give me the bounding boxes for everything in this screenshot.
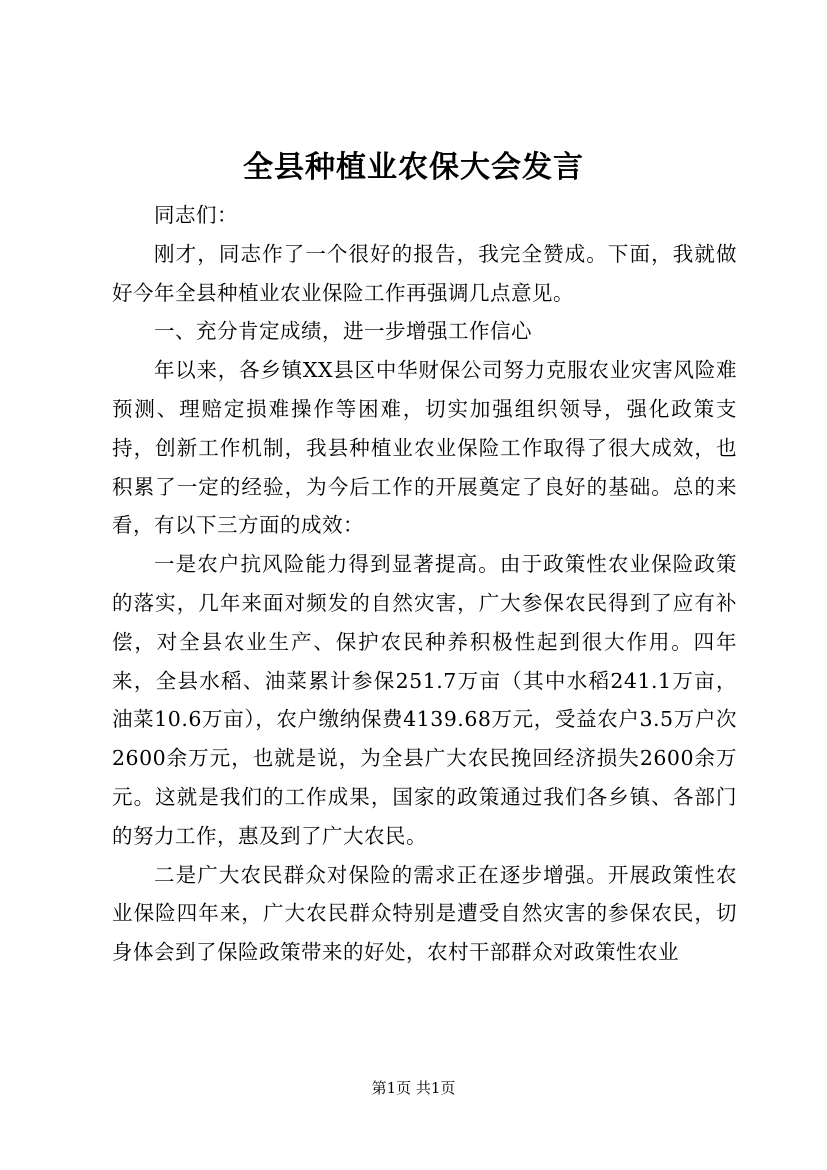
point-one-paragraph: 一是农户抗风险能力得到显著提高。由于政策性农业保险政策的落实，几年来面对频发的自然灾害，广大参保农民得到了应有补偿，对全县农业生产、保护农民种养积极性起到很大作用。四年来，全县水稻、油菜累计参保251.7万亩（其中水稻241.1万亩，油菜10.6万亩），农户缴纳保费4139.68万元，受益农户3.5万户次2600余万元，也就是说，为全县广大农民挽回经济损失2600余万元。这就是我们的工作成果，国家的政策通过我们各乡镇、各部门的努力工作，惠及到了广大农民。: [112, 552, 737, 848]
section-heading-1: 一、充分肯定成绩，进一步增强工作信心: [154, 319, 533, 344]
page-number-footer: 第1页 共1页: [371, 1079, 456, 1097]
intro-paragraph: 刚才，同志作了一个很好的报告，我完全赞成。下面，我就做好今年全县种植业农业保险工作再强调几点意见。: [112, 241, 737, 305]
salutation-paragraph: 同志们：: [154, 203, 239, 227]
document-body: [112, 196, 737, 972]
point-two-paragraph: 二是广大农民群众对保险的需求正在逐步增强。开展政策性农业保险四年来，广大农民群众特别是遭受自然灾害的参保农民，切身体会到了保险政策带来的好处，农村干部群众对政策性农业: [112, 862, 737, 965]
document-title: 全县种植业农保大会发言: [243, 150, 584, 185]
achievements-paragraph: 年以来，各乡镇XX县区中华财保公司努力克服农业灾害风险难预测、理赔定损难操作等困难，切实加强组织领导，强化政策支持，创新工作机制，我县种植业农业保险工作取得了很大成效，也积累了一定的经验，为今后工作的开展奠定了良好的基础。总的来看，有以下三方面的成效：: [112, 358, 737, 538]
